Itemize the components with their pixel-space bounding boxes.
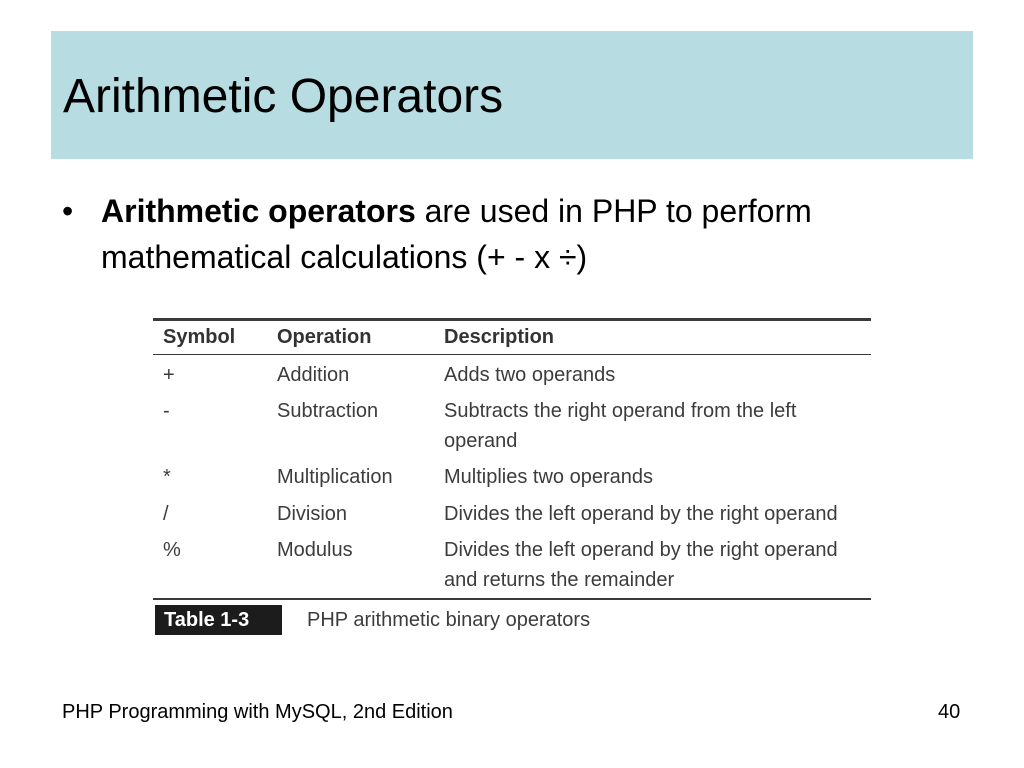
table-header-rule [153, 354, 871, 355]
bullet-bold-term: Arithmetic operators [101, 193, 416, 229]
table-row-addition-description: Adds two operands [444, 364, 616, 386]
footer-page-number: 40 [938, 701, 961, 723]
table-row-subtraction-symbol: - [163, 400, 170, 422]
table-row-modulus-operation: Modulus [277, 539, 353, 561]
table-row-subtraction-description: Subtracts the right operand from the left operand [444, 400, 797, 452]
table-row-addition-operation: Addition [277, 364, 350, 386]
header-operation: Operation [277, 326, 372, 348]
table-row-division-description: Divides the left operand by the right operand [444, 503, 838, 525]
table-caption-text: PHP arithmetic binary operators [307, 609, 591, 631]
table-row-subtraction-operation: Subtraction [277, 400, 379, 422]
header-description: Description [444, 326, 555, 348]
table-row-multiplication-operation: Multiplication [277, 466, 393, 488]
table-bottom-rule [153, 598, 871, 600]
table-row-addition-symbol: + [163, 364, 175, 386]
bullet-text [101, 188, 921, 280]
table-row-division-symbol: / [163, 503, 169, 525]
table-row-division-operation: Division [277, 503, 348, 525]
table-row-modulus-description: Divides the left operand by the right operand and returns the remainder [444, 539, 838, 591]
table-row-multiplication-description: Multiplies two operands [444, 466, 653, 488]
table-top-rule [153, 318, 871, 321]
bullet-marker: • [62, 193, 74, 229]
bullet-body-text: are used in PHP to perform mathematical calculations (+ - x ÷) [101, 193, 812, 275]
operators-table-figure [153, 318, 871, 638]
header-symbol: Symbol [163, 326, 236, 348]
table-row-multiplication-symbol: * [163, 466, 171, 488]
table-row-modulus-symbol: % [163, 539, 181, 561]
title-band [51, 31, 973, 159]
slide-title: Arithmetic Operators [63, 70, 504, 123]
footer-book-title: PHP Programming with MySQL, 2nd Edition [62, 701, 453, 723]
table-caption-label: Table 1-3 [155, 605, 282, 635]
